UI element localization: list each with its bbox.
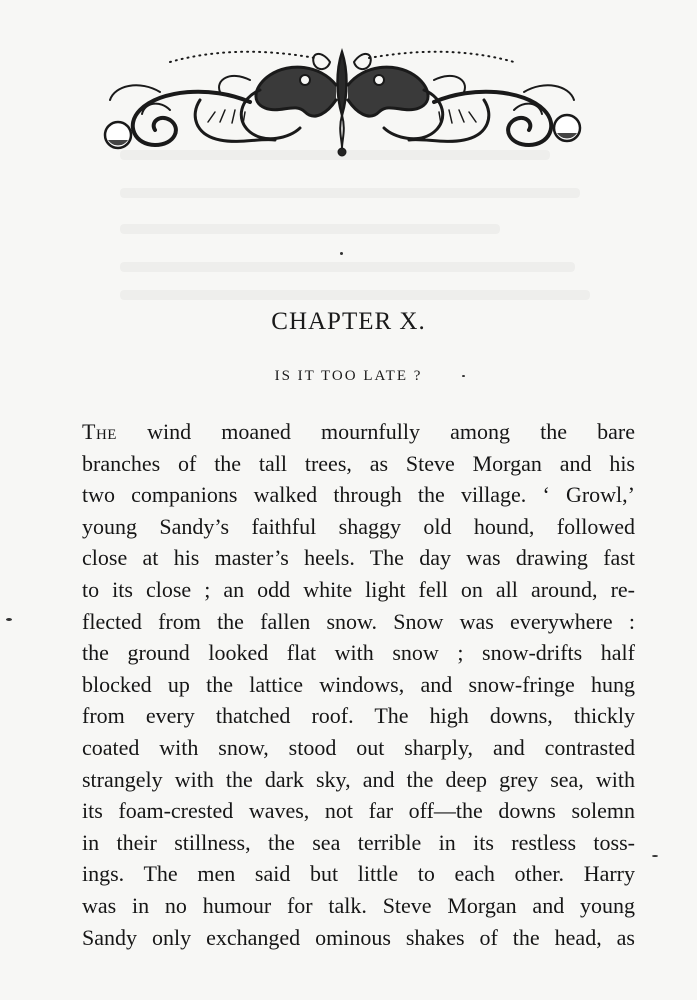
print-speck — [462, 375, 465, 377]
show-through-line — [120, 188, 580, 198]
text-line: close at his master’s heels. The day was drawing fast — [82, 545, 635, 571]
decorative-headpiece — [100, 40, 585, 160]
text-line: was in no humour for talk. Steve Morgan and young — [82, 892, 635, 918]
opening-word: The — [82, 419, 117, 444]
text-line: branches of the tall trees, as Steve Morgan and his — [82, 450, 635, 476]
text-line: to its close ; an odd white light fell on all around, re- — [82, 576, 635, 602]
text-line: in their stillness, the sea terrible in its restless toss- — [82, 829, 635, 855]
show-through-line — [120, 290, 590, 300]
print-speck — [340, 252, 343, 255]
text-line: Sandy only exchanged ominous shakes of the head, as — [82, 924, 635, 950]
print-speck — [6, 618, 12, 621]
chapter-subtitle: IS IT TOO LATE ? — [274, 368, 423, 384]
text-line: The wind moaned mournfully among the bare — [82, 419, 635, 444]
text-line: flected from the fallen snow. Snow was everywhere : — [82, 608, 635, 634]
text-line: from every thatched roof. The high downs, thickly — [82, 703, 635, 729]
text-line: coated with snow, stood out sharply, and contrasted — [82, 734, 635, 760]
text-line: ings. The men said but little to each other. Harry — [82, 861, 635, 887]
text-line: blocked up the lattice windows, and snow-fringe hung — [82, 671, 635, 697]
show-through-line — [120, 224, 500, 234]
show-through-line — [120, 262, 575, 272]
text-line: strangely with the dark sky, and the deep grey sea, with — [82, 766, 635, 792]
text-line: the ground looked flat with snow ; snow-drifts half — [82, 640, 635, 666]
body-text — [82, 416, 635, 953]
chapter-title: CHAPTER X. — [271, 308, 426, 335]
text-line: young Sandy’s faithful shaggy old hound, followed — [82, 513, 635, 539]
text-line: two companions walked through the village. ‘ Growl,’ — [82, 482, 635, 508]
print-speck — [652, 855, 658, 857]
text-line: its foam-crested waves, not far off—the downs solemn — [82, 798, 635, 824]
